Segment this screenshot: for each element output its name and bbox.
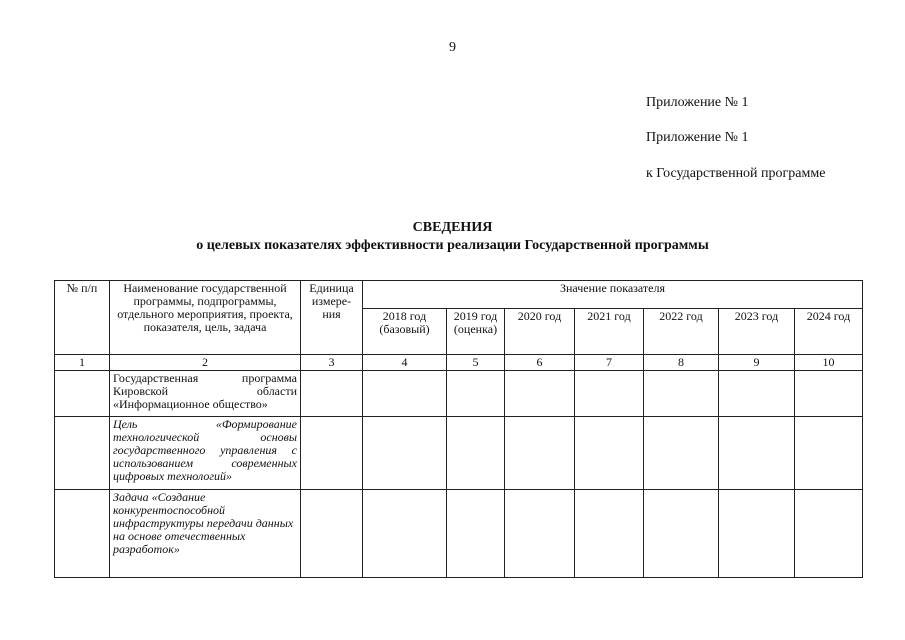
column-number: 2 [110,355,301,371]
header-year-2018 [363,309,447,355]
year-note: (базовый) [379,322,430,336]
column-number: 10 [795,355,863,371]
empty-cell [644,371,719,417]
header-values: Значение показателя [363,281,863,309]
empty-cell [505,371,575,417]
row-number-cell [55,417,110,490]
document-title: СВЕДЕНИЯ [412,220,493,235]
empty-cell [363,417,447,490]
table-row [55,417,863,490]
row-name-program: Государственная программа Кировской области «Информационное общество» [110,371,301,417]
empty-cell [363,490,447,578]
appendix-line-2: Приложение № 1 [646,130,749,145]
header-year-2021: 2021 год [575,309,644,355]
empty-cell [719,417,795,490]
column-number: 4 [363,355,447,371]
empty-cell [301,417,363,490]
header-year-2022: 2022 год [644,309,719,355]
empty-cell [575,371,644,417]
column-number: 8 [644,355,719,371]
header-year-2019 [447,309,505,355]
table-row [55,371,863,417]
empty-cell [719,371,795,417]
empty-cell [719,490,795,578]
empty-cell [363,371,447,417]
header-name: Наименование государственной программы, подпрограммы, отдельного мероприятия, проекта, показателя, цель, задача [110,281,301,355]
empty-cell [795,417,863,490]
empty-cell [795,490,863,578]
appendix-line-1: Приложение № 1 [646,95,749,110]
page-number: 9 [449,40,456,55]
empty-cell [795,371,863,417]
indicators-table [54,280,863,578]
document-subtitle: о целевых показателях эффективности реализации Государственной программы [196,238,709,253]
empty-cell [644,490,719,578]
appendix-line-3: к Государственной программе [646,166,826,181]
empty-cell [447,371,505,417]
year-note: (оценка) [453,322,498,336]
header-year-2023: 2023 год [719,309,795,355]
column-number: 5 [447,355,505,371]
empty-cell [505,490,575,578]
row-name-task: Задача «Создание конкурентоспособной инфраструктуры передачи данных на основе отечественных разработок» [110,490,301,578]
row-number-cell [55,490,110,578]
empty-cell [575,417,644,490]
column-number-row [55,355,863,371]
year-label: 2018 год [382,309,427,323]
empty-cell [447,490,505,578]
column-number: 3 [301,355,363,371]
column-number: 9 [719,355,795,371]
year-label: 2019 год [453,309,498,323]
row-name-goal: Цель «Формирование технологической основы государственного управления с использованием современных цифровых технологий» [110,417,301,490]
row-number-cell [55,371,110,417]
header-year-2020: 2020 год [505,309,575,355]
column-number: 1 [55,355,110,371]
header-number: № п/п [55,281,110,355]
header-year-2024: 2024 год [795,309,863,355]
header-unit: Единица измере-ния [301,281,363,355]
empty-cell [301,490,363,578]
column-number: 6 [505,355,575,371]
empty-cell [447,417,505,490]
empty-cell [505,417,575,490]
table-row [55,490,863,578]
empty-cell [644,417,719,490]
empty-cell [301,371,363,417]
column-number: 7 [575,355,644,371]
empty-cell [575,490,644,578]
